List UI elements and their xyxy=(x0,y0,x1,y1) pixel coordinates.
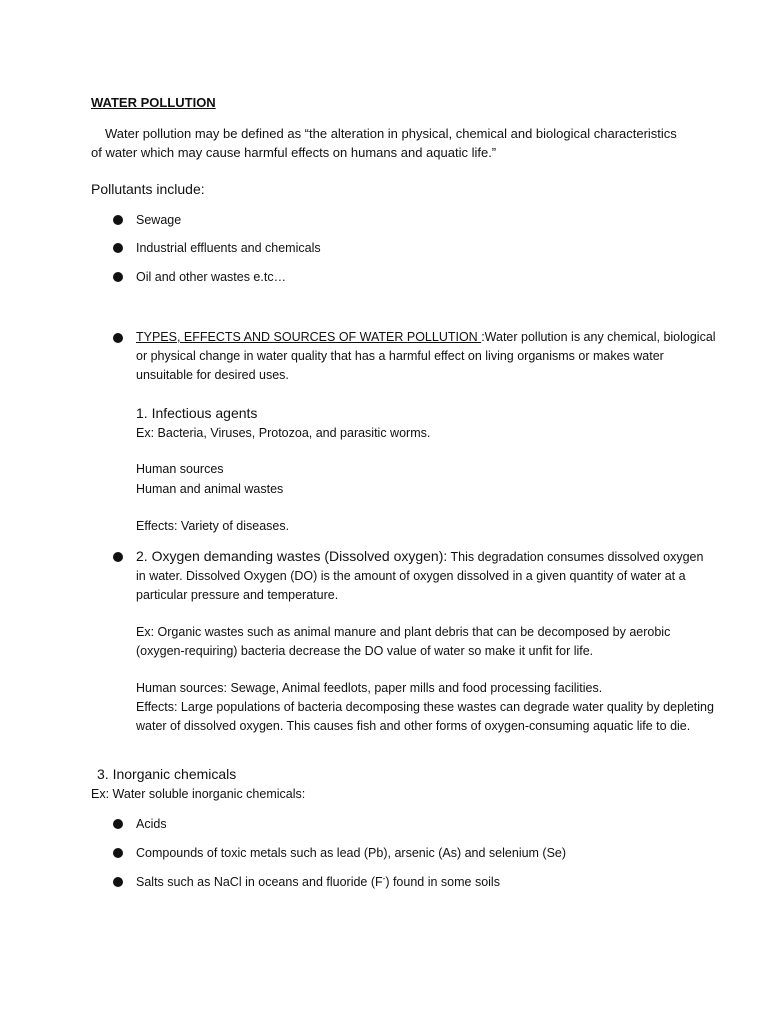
oxygen-example: Ex: Organic wastes such as animal manure and plant debris that can be decomposed by aerobic (oxygen-requiring) bacteria decrease the DO value of water so make it unfit for life. xyxy=(136,625,671,658)
page-title: WATER POLLUTION xyxy=(91,95,216,110)
oxygen-effects: Effects: Large populations of bacteria decomposing these wastes can degrade water quality by depleting water of dissolved oxygen. This causes fish and other forms of oxygen-consuming aquatic life to die. xyxy=(136,700,714,733)
infectious-heading: 1. Infectious agents xyxy=(136,405,258,421)
bullet-icon xyxy=(113,215,123,225)
infectious-human-sources: Human and animal wastes xyxy=(136,482,284,496)
infectious-human-sources-label: Human sources xyxy=(136,462,224,476)
list-item: Compounds of toxic metals such as lead (Pb), arsenic (As) and selenium (Se) xyxy=(136,846,567,860)
list-item: Industrial effluents and chemicals xyxy=(136,241,321,255)
types-text: :Water pollution is any chemical, biological or physical change in water quality that has a harmful effect on living organisms or makes water unsuitable for desired uses. xyxy=(136,330,716,382)
intro-text: Water pollution may be defined as “the alteration in physical, chemical and biological characteristics of water which may cause harmful effects on humans and aquatic life.” xyxy=(91,126,677,160)
bullet-icon xyxy=(113,272,123,282)
oxygen-heading: 2. Oxygen demanding wastes (Dissolved oxygen): xyxy=(136,548,448,564)
oxygen-text: This degradation consumes dissolved oxygen in water. Dissolved Oxygen (DO) is the amount of oxygen dissolved in a given quantity of water at a particular pressure and temperature. xyxy=(136,550,704,602)
oxygen-paragraph xyxy=(136,547,716,605)
pollutants-heading: Pollutants include: xyxy=(91,181,205,197)
inorganic-heading: 3. Inorganic chemicals xyxy=(97,766,237,782)
oxygen-human-sources: Human sources: Sewage, Animal feedlots, paper mills and food processing facilities. xyxy=(136,681,603,695)
bullet-icon xyxy=(113,819,123,829)
inorganic-example: Ex: Water soluble inorganic chemicals: xyxy=(91,787,306,801)
salts-superscript: - xyxy=(382,873,386,883)
salts-text: Salts such as NaCl in oceans and fluoride (F xyxy=(136,875,383,889)
intro-paragraph xyxy=(91,124,691,162)
bullet-icon xyxy=(113,243,123,253)
bullet-icon xyxy=(113,333,123,343)
list-item: Sewage xyxy=(136,213,182,227)
bullet-icon xyxy=(113,877,123,887)
list-item: Oil and other wastes e.tc… xyxy=(136,270,287,284)
bullet-icon xyxy=(113,848,123,858)
infectious-example: Ex: Bacteria, Viruses, Protozoa, and parasitic worms. xyxy=(136,426,431,440)
list-item xyxy=(136,873,500,892)
types-heading: TYPES, EFFECTS AND SOURCES OF WATER POLLUTION xyxy=(136,330,482,344)
types-paragraph xyxy=(136,328,716,385)
salts-tail: ) found in some soils xyxy=(385,875,500,889)
list-item: Acids xyxy=(136,817,167,831)
infectious-effects: Effects: Variety of diseases. xyxy=(136,519,290,533)
bullet-icon xyxy=(113,552,123,562)
